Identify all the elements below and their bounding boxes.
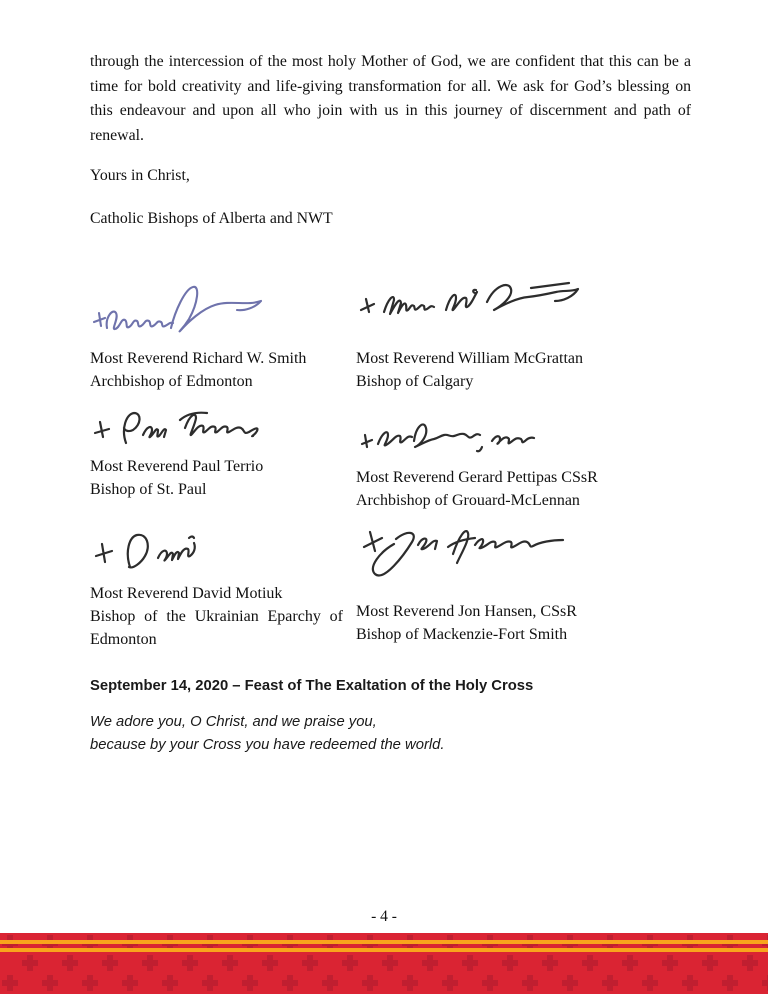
organization-line: Catholic Bishops of Alberta and NWT (90, 210, 333, 227)
prayer-line-1: We adore you, O Christ, and we praise you, (90, 714, 377, 730)
signature-richard-smith-icon (90, 268, 356, 347)
signer-title: Bishop of Mackenzie-Fort Smith (356, 626, 568, 643)
signer-name: Most Reverend Richard W. Smith (90, 350, 307, 367)
signature-paul-terrio-icon (90, 403, 356, 455)
prayer-line-2: because by your Cross you have redeemed the world. (90, 736, 445, 753)
decorative-footer-band (0, 933, 768, 994)
signer-title: Archbishop of Grouard-McLennan (356, 492, 580, 509)
date-feast-line: September 14, 2020 – Feast of The Exaltation of the Holy Cross (90, 678, 534, 694)
signer-title: Bishop of Calgary (356, 373, 474, 390)
signer-hansen (356, 522, 702, 651)
signer-name: Most Reverend Jon Hansen, CSsR (356, 603, 577, 620)
body-paragraph: through the intercession of the most holy Mother of God, we are confident that this can be a time for bold creativity and life-giving transformation for all. We ask for God’s blessing on this endeavour and upon all who join with us in this journey of discernment and path of renewal. (90, 53, 691, 144)
signature-block (90, 268, 702, 651)
signature-william-mcgrattan-icon (356, 268, 702, 347)
signer-smith (90, 268, 356, 393)
cross-pattern-band-icon (0, 933, 768, 994)
signer-terrio (90, 403, 356, 512)
signer-pettipas (356, 403, 702, 512)
page-number: - 4 - (371, 908, 397, 925)
signer-name: Most Reverend Paul Terrio (90, 458, 264, 475)
signature-david-motiuk-icon (90, 522, 356, 582)
signature-gerard-pettipas-icon (356, 403, 702, 466)
signer-name: Most Reverend William McGrattan (356, 350, 584, 367)
prayer-text (90, 711, 445, 756)
signer-mcgrattan (356, 268, 702, 393)
signer-motiuk (90, 522, 356, 651)
signer-title: Bishop of the Ukrainian Eparchy of Edmonton (90, 608, 343, 648)
signer-title: Bishop of St. Paul (90, 481, 207, 498)
signer-title: Archbishop of Edmonton (90, 373, 253, 390)
signature-jon-hansen-icon (356, 522, 702, 600)
signer-name: Most Reverend David Motiuk (90, 585, 283, 602)
signer-name: Most Reverend Gerard Pettipas CSsR (356, 469, 598, 486)
closing-line: Yours in Christ, (90, 167, 190, 184)
